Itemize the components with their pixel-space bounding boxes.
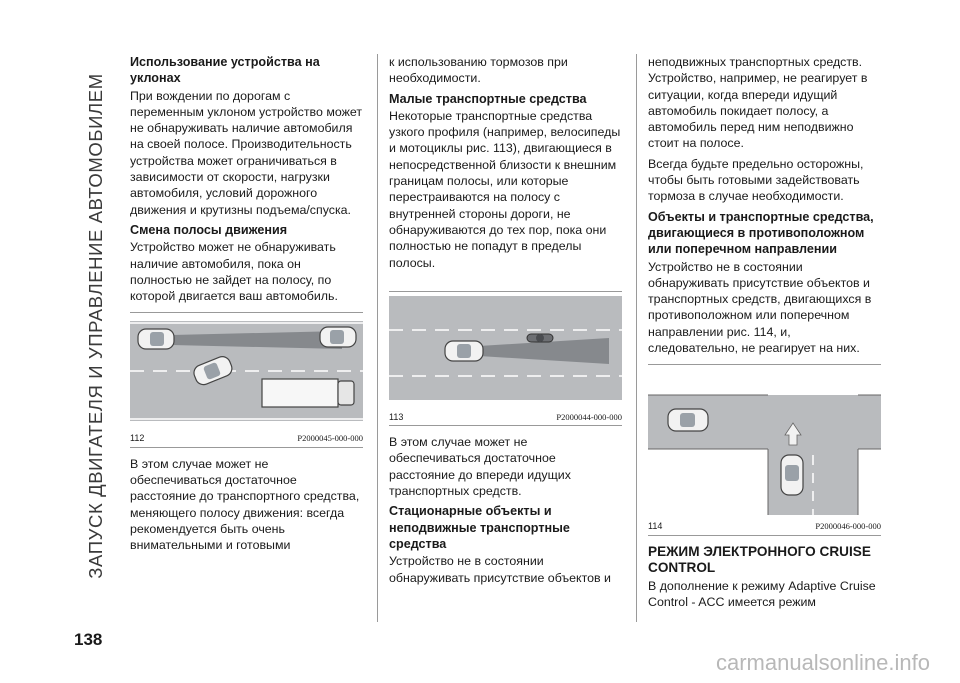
figure-114 <box>648 364 881 535</box>
figure-number: 113 <box>389 411 404 422</box>
lane-change-illustration <box>130 313 363 427</box>
section-heading: Малые транспортные средства <box>389 91 587 106</box>
column-divider <box>377 54 378 622</box>
figure-code: P2000045-000-000 <box>297 433 363 444</box>
crossing-car-icon <box>668 409 708 431</box>
car-own-icon <box>781 455 803 495</box>
section-heading: Использование устройства на уклонах <box>130 55 320 86</box>
watermark: carmanualsonline.info <box>715 650 930 675</box>
paragraph: Некоторые транспортные средства узкого профиля (например, велосипеды и мотоциклы рис. 113), двигающиеся в непосредственной близости к внешним границам полосы, или которые перестраиваются на полосу с внутренней стороны дороги, не обнаруживаются до тех пор, пока они полностью не попадут в пределы полосы. <box>389 108 621 270</box>
chapter-title-text: ЗАПУСК ДВИГАТЕЛЯ И УПРАВЛЕНИЕ АВТОМОБИЛЕМ <box>85 73 106 579</box>
paragraph: неподвижных транспортных средств. Устройство, например, не реагирует в ситуации, когда впереди идущий автомобиль покидает полосу, а автомобиль перед ним неподвижно стоит на полосе. <box>648 55 868 151</box>
motorcycle-icon <box>527 334 553 342</box>
figure-112 <box>130 312 363 447</box>
paragraph: При вождении по дорогам с переменным уклоном устройство может не обнаруживать наличие автомобиля на своей полосе. Производительность устройства может ограничиваться в зависимости от скорости, нагрузки автомобиля, условий дорожного движения и крутизны подъема/спуска. <box>130 88 363 217</box>
paragraph: Всегда будьте предельно осторожны, чтобы быть готовыми задействовать тормоза в случае необходимости. <box>648 156 864 204</box>
chapter-title-vertical <box>78 40 114 612</box>
paragraph: В дополнение к режиму Adaptive Cruise Control - ACC имеется режим <box>648 578 876 609</box>
car-own-icon <box>138 329 174 349</box>
car-own-icon <box>445 341 483 361</box>
section-heading: Смена полосы движения <box>130 222 288 237</box>
figure-113 <box>389 291 622 426</box>
figure-caption <box>648 515 881 534</box>
paragraph: Устройство может не обнаруживать наличие автомобиля, пока он полностью не зайдет на полосу, по которой двигается ваш автомобиль. <box>130 240 338 304</box>
paragraph: В этом случае может не обеспечиваться достаточное расстояние до транспортного средства, меняющего полосу движения: всегда рекомендуется быть очень внимательными и готовыми <box>130 456 360 553</box>
figure-caption <box>389 406 622 425</box>
car-ahead-icon <box>320 327 356 347</box>
section-heading: Объекты и транспортные средства, двигающиеся в противоположном или поперечном направлении <box>648 209 874 257</box>
truck-icon <box>262 379 354 407</box>
paragraph: В этом случае может не обеспечиваться достаточное расстояние до впереди идущих транспортных средств. <box>389 435 571 499</box>
section-heading: Стационарные объекты и неподвижные транспортные средства <box>389 504 570 551</box>
figure-number: 114 <box>648 521 663 532</box>
page-number: 138 <box>74 630 103 649</box>
figure-number: 112 <box>130 433 145 444</box>
column-2 <box>389 54 622 590</box>
paragraph: Устройство не в состоянии обнаруживать присутствие объектов и <box>389 554 611 585</box>
crossing-traffic-illustration <box>648 365 881 515</box>
column-divider <box>636 54 637 622</box>
column-1 <box>130 54 363 558</box>
column-3 <box>648 54 881 614</box>
figure-caption <box>130 427 363 446</box>
paragraph: к использованию тормозов при необходимости. <box>389 55 568 86</box>
motorcycle-illustration <box>389 292 622 406</box>
figure-code: P2000046-000-000 <box>815 521 881 532</box>
chapter-subheading: РЕЖИМ ЭЛЕКТРОННОГО CRUISE CONTROL <box>648 543 871 576</box>
paragraph: Устройство не в состоянии обнаруживать присутствие объектов и транспортных средств, двигающихся в противоположном или поперечном направлении рис. 114, и, следовательно, не реагирует на них. <box>648 259 872 356</box>
figure-code: P2000044-000-000 <box>556 411 622 422</box>
